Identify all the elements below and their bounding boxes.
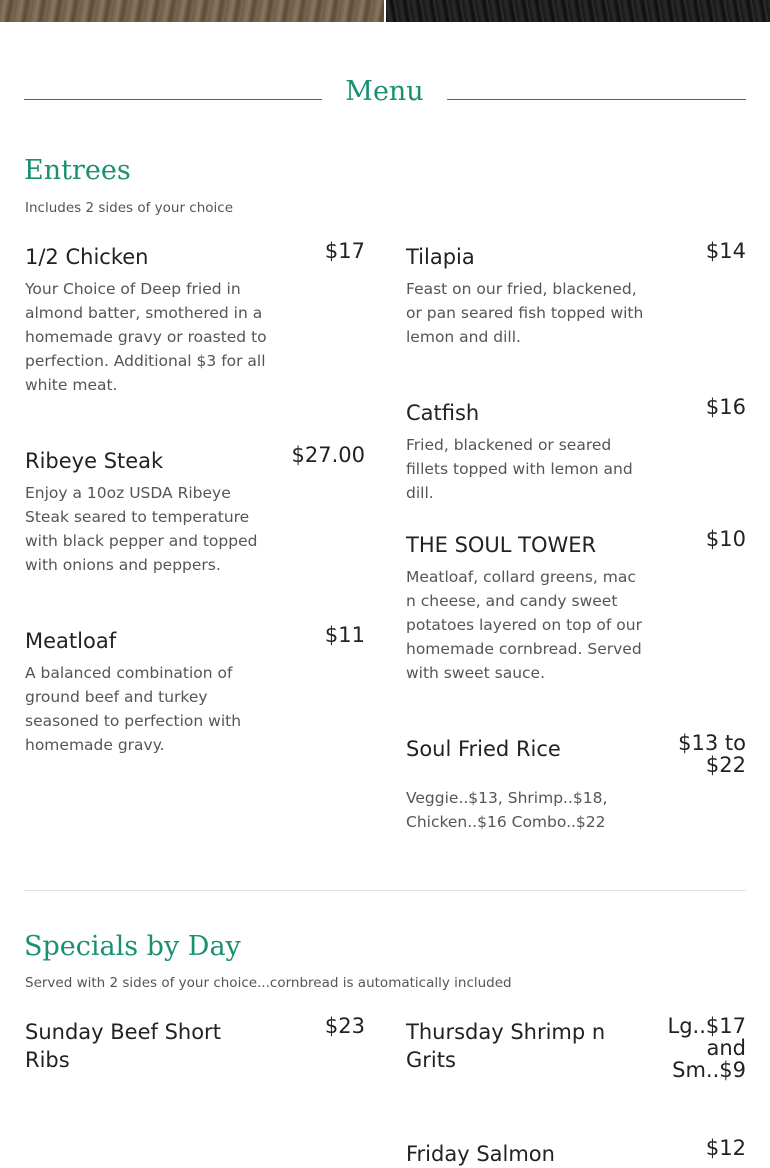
entrees-title: Entrees bbox=[24, 155, 131, 186]
item-description: Enjoy a 10oz USDA Ribeye Steak seared to temperature with black pepper and topped with onions and peppers. bbox=[25, 484, 258, 574]
hero-image-left bbox=[0, 0, 384, 22]
item-name: Ribeye Steak bbox=[25, 449, 164, 473]
item-description: Feast on our fried, blackened, or pan seared fish topped with lemon and dill. bbox=[406, 280, 644, 346]
item-price: $13 to $22 bbox=[678, 731, 746, 777]
menu-title: Menu bbox=[345, 76, 424, 107]
item-price: Lg..$17 and Sm..$9 bbox=[667, 1014, 746, 1082]
item-name: Friday Salmon bbox=[406, 1142, 555, 1166]
item-name: 1/2 Chicken bbox=[25, 245, 149, 269]
item-price: $12 bbox=[705, 1136, 746, 1160]
item-price: $17 bbox=[324, 239, 365, 263]
item-price: $10 bbox=[705, 527, 746, 551]
item-name: Sunday Beef Short Ribs bbox=[25, 1020, 221, 1072]
item-price: $23 bbox=[324, 1014, 365, 1038]
item-description: Veggie..$13, Shrimp..$18, Chicken..$16 Combo..$22 bbox=[406, 789, 608, 831]
item-description: A balanced combination of ground beef and turkey seasoned to perfection with homemade gravy. bbox=[25, 664, 242, 754]
hero-image-right bbox=[386, 0, 770, 22]
menu-heading-rule-right bbox=[447, 99, 746, 100]
item-name: Meatloaf bbox=[25, 629, 117, 653]
specials-title: Specials by Day bbox=[24, 931, 241, 962]
menu-heading bbox=[24, 76, 746, 116]
item-description: Fried, blackened or seared fillets topped with lemon and dill. bbox=[406, 436, 633, 502]
item-name: Tilapia bbox=[406, 245, 475, 269]
item-description: Your Choice of Deep fried in almond batter, smothered in a homemade gravy or roasted to perfection. Additional $3 for all white meat. bbox=[25, 280, 267, 394]
specials-subtitle: Served with 2 sides of your choice...cornbread is automatically included bbox=[25, 975, 512, 991]
item-name: Thursday Shrimp n Grits bbox=[406, 1020, 606, 1072]
item-price: $27.00 bbox=[291, 443, 365, 467]
entrees-subtitle: Includes 2 sides of your choice bbox=[25, 200, 233, 216]
menu-heading-rule-left bbox=[24, 99, 322, 100]
hero-image-strip bbox=[0, 0, 770, 22]
item-price: $11 bbox=[324, 623, 365, 647]
item-name: Soul Fried Rice bbox=[406, 737, 561, 761]
section-divider bbox=[24, 890, 746, 891]
item-price: $16 bbox=[705, 395, 746, 419]
item-description: Meatloaf, collard greens, mac n cheese, and candy sweet potatoes layered on top of our homemade cornbread. Served with sweet sauce. bbox=[406, 568, 642, 682]
item-name: THE SOUL TOWER bbox=[406, 533, 597, 557]
item-name: Catfish bbox=[406, 401, 480, 425]
item-price: $14 bbox=[705, 239, 746, 263]
